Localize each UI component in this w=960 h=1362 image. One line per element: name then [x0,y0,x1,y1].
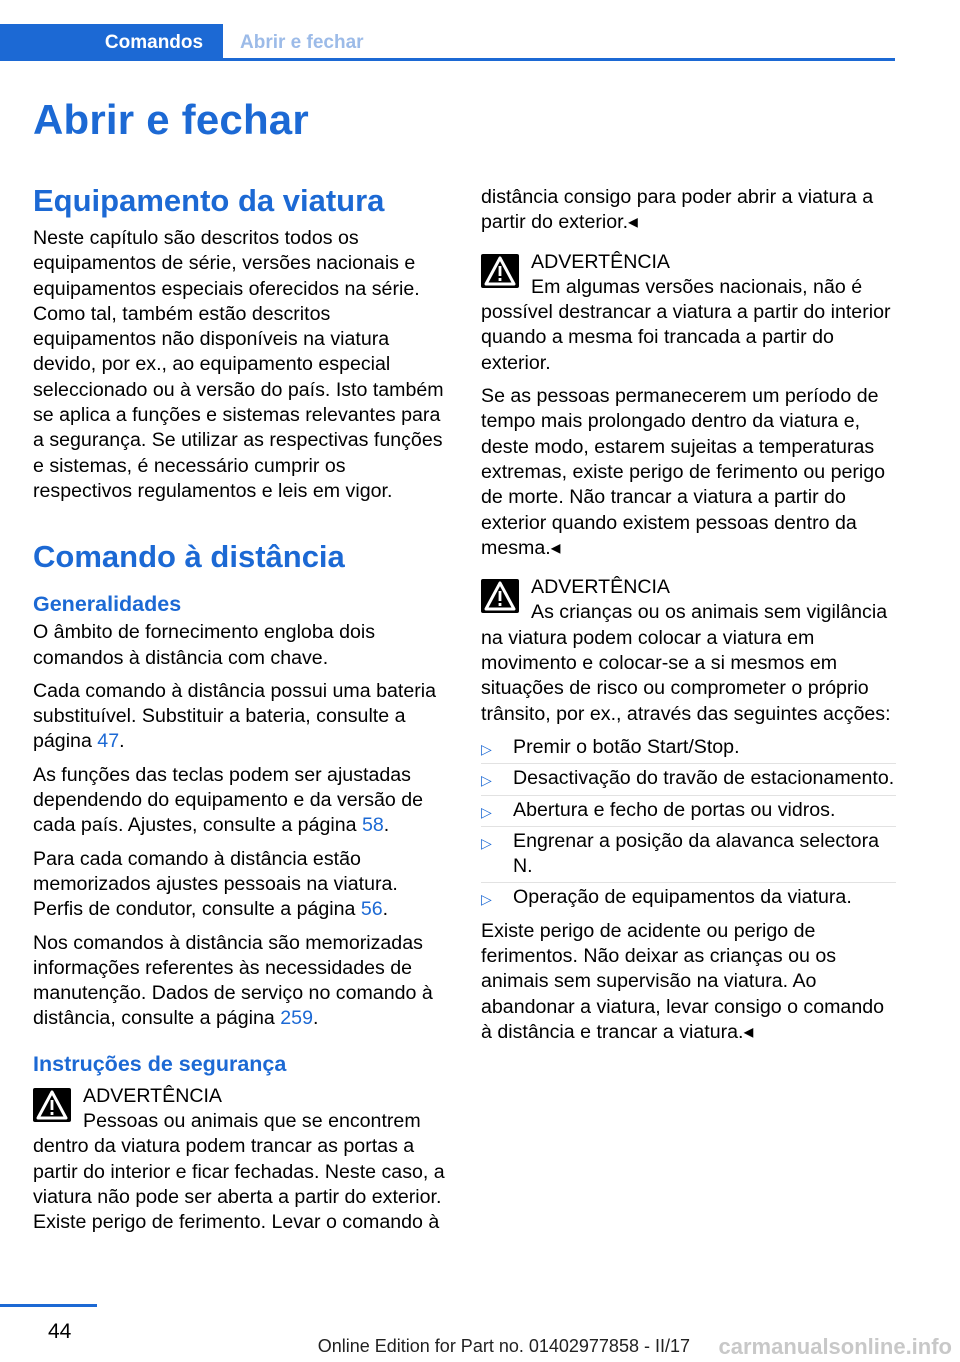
page-link-47[interactable]: 47 [97,730,120,753]
divider [481,826,896,827]
warning-label: ADVERTÊNCIA [531,576,671,599]
triangle-right-outline-icon: ▷ [481,834,492,851]
paragraph-acidente: Existe perigo de acidente ou perigo de ferimentos. Não deixar as crianças ou os animais sem supervisão na viatura. Ao abandonar a viatura, levar consigo o comando à distância e trancar a viatura.◂ [481,919,885,1043]
triangle-right-outline-icon: ▷ [481,803,492,820]
paragraph-bateria [33,679,448,755]
paragraph-equipamento: Neste capítulo são descritos todos os equipamentos de série, versões nacionais e equipamentos especiais oferecidos na série. Como tal, também estão descritos equipamentos não disponíveis na viatura devido, por ex., ao equipamento especial seleccionado ou à versão do país. Isto também se aplica a funções e sistemas relevantes para a segurança. Se utilizar as respectivas funções e sistemas, é necessário cumprir os respectivos regulamentos e leis em vigor. [33,227,444,502]
list-item [481,766,896,791]
list-item-text: Abertura e fecho de portas ou vidros. [513,798,836,821]
warning-text: na viatura podem colocar a viatura em movimento e colocar-se a si mesmos em situações de risco ou comprometer o próprio trânsito, por ex., através das seguintes acções: [481,626,891,725]
triangle-right-outline-icon: ▷ [481,772,492,789]
watermark: carmanualsonline.info [718,1334,952,1359]
page-number: 44 [48,1320,72,1343]
triangle-right-outline-icon: ▷ [481,740,492,757]
warning-triangle-icon [481,254,519,288]
edition-note: Online Edition for Part no. 01402977858 - II/17 [317,1336,690,1356]
page-link-259[interactable]: 259 [280,1007,313,1030]
warning-text: possível destrancar a viatura a partir do interior quando a mesma foi trancada a partir do exterior. [481,301,891,374]
period: . [382,898,389,921]
paragraph-text: Nos comandos à distância são memorizadas informações referentes às necessidades de manutenção. Dados de serviço no comando à distância, consulte a página [33,931,433,1030]
warning-label: ADVERTÊNCIA [531,250,671,273]
tab-abrir-e-fechar[interactable]: Abrir e fechar [240,31,364,53]
warning-first-line: As crianças ou os animais sem vigilância [531,601,888,624]
warning-first-line: Em algumas versões nacionais, não é [531,275,863,298]
divider [481,795,896,796]
left-column [33,182,448,1244]
paragraph-manutencao [33,931,448,1032]
period: . [383,814,390,837]
paragraph-teclas [33,763,448,839]
tab-comandos[interactable]: Comandos [85,24,223,61]
footer-rule [0,1304,97,1307]
header-rule [0,58,895,61]
period: . [119,730,125,753]
warning-text: dentro da viatura podem trancar as portas a partir do interior e ficar fechadas. Neste caso, a viatura não pode ser aberta a partir do exterior. Existe perigo de ferimento. Levar o comando à [33,1135,445,1234]
paragraph-text: Cada comando à distância possui uma bateria substituível. Substituir a bateria, consulte a página [33,679,437,753]
page-link-58[interactable]: 58 [361,814,384,837]
subsection-title-generalidades: Generalidades [33,592,182,617]
paragraph-text: Para cada comando à distância estão memorizados ajustes pessoais na viatura. Perfis de condutor, consulte a página [33,847,398,921]
paragraph-continuation: distância consigo para poder abrir a viatura a partir do exterior.◂ [481,186,874,234]
header-tab-bar [0,24,85,61]
warning-label: ADVERTÊNCIA [83,1084,223,1107]
divider [481,763,896,764]
warning-triangle-icon [33,1088,71,1122]
paragraph-text: As funções das teclas podem ser ajustadas dependendo do equipamento e da versão de cada país. Ajustes, consulte a página [33,763,424,837]
page-title: Abrir e fechar [33,96,309,143]
warning-block-1 [33,1084,448,1236]
paragraph-temperaturas: Se as pessoas permanecerem um período de tempo mais prolongado dentro da viatura e, deste modo, estarem sujeitas a temperaturas extremas, existe perigo de ferimento ou perigo de morte. Não trancar a viatura a partir do exterior quando existem pessoas dentro da mesma.◂ [481,385,886,559]
bullet-list [481,735,896,911]
list-item [481,885,896,910]
paragraph-ambito: O âmbito de fornecimento engloba dois comandos à distância com chave. [33,621,376,669]
section-title-equipamento: Equipamento da viatura [33,183,385,218]
right-column [481,185,896,1053]
triangle-right-outline-icon: ▷ [481,891,492,908]
list-item [481,798,896,823]
page-link-56[interactable]: 56 [360,898,383,921]
paragraph-perfis [33,847,448,923]
list-item-text: Desactivação do travão de estacionamento. [513,767,895,790]
warning-block-3 [481,575,896,727]
warning-block-2 [481,250,896,376]
subsection-title-seguranca: Instruções de segurança [33,1051,287,1076]
warning-first-line: Pessoas ou animais que se encontrem [83,1110,421,1133]
period: . [312,1007,319,1030]
warning-triangle-icon [481,579,519,613]
divider [481,882,896,883]
list-item [481,829,896,880]
list-item-text: Premir o botão Start/Stop. [513,735,740,758]
list-item-text: Operação de equipamentos da viatura. [513,886,852,909]
section-title-comando: Comando à distância [33,539,345,575]
list-item-text: Engrenar a posição da alavanca selectora N. [513,829,879,878]
list-item [481,735,896,760]
